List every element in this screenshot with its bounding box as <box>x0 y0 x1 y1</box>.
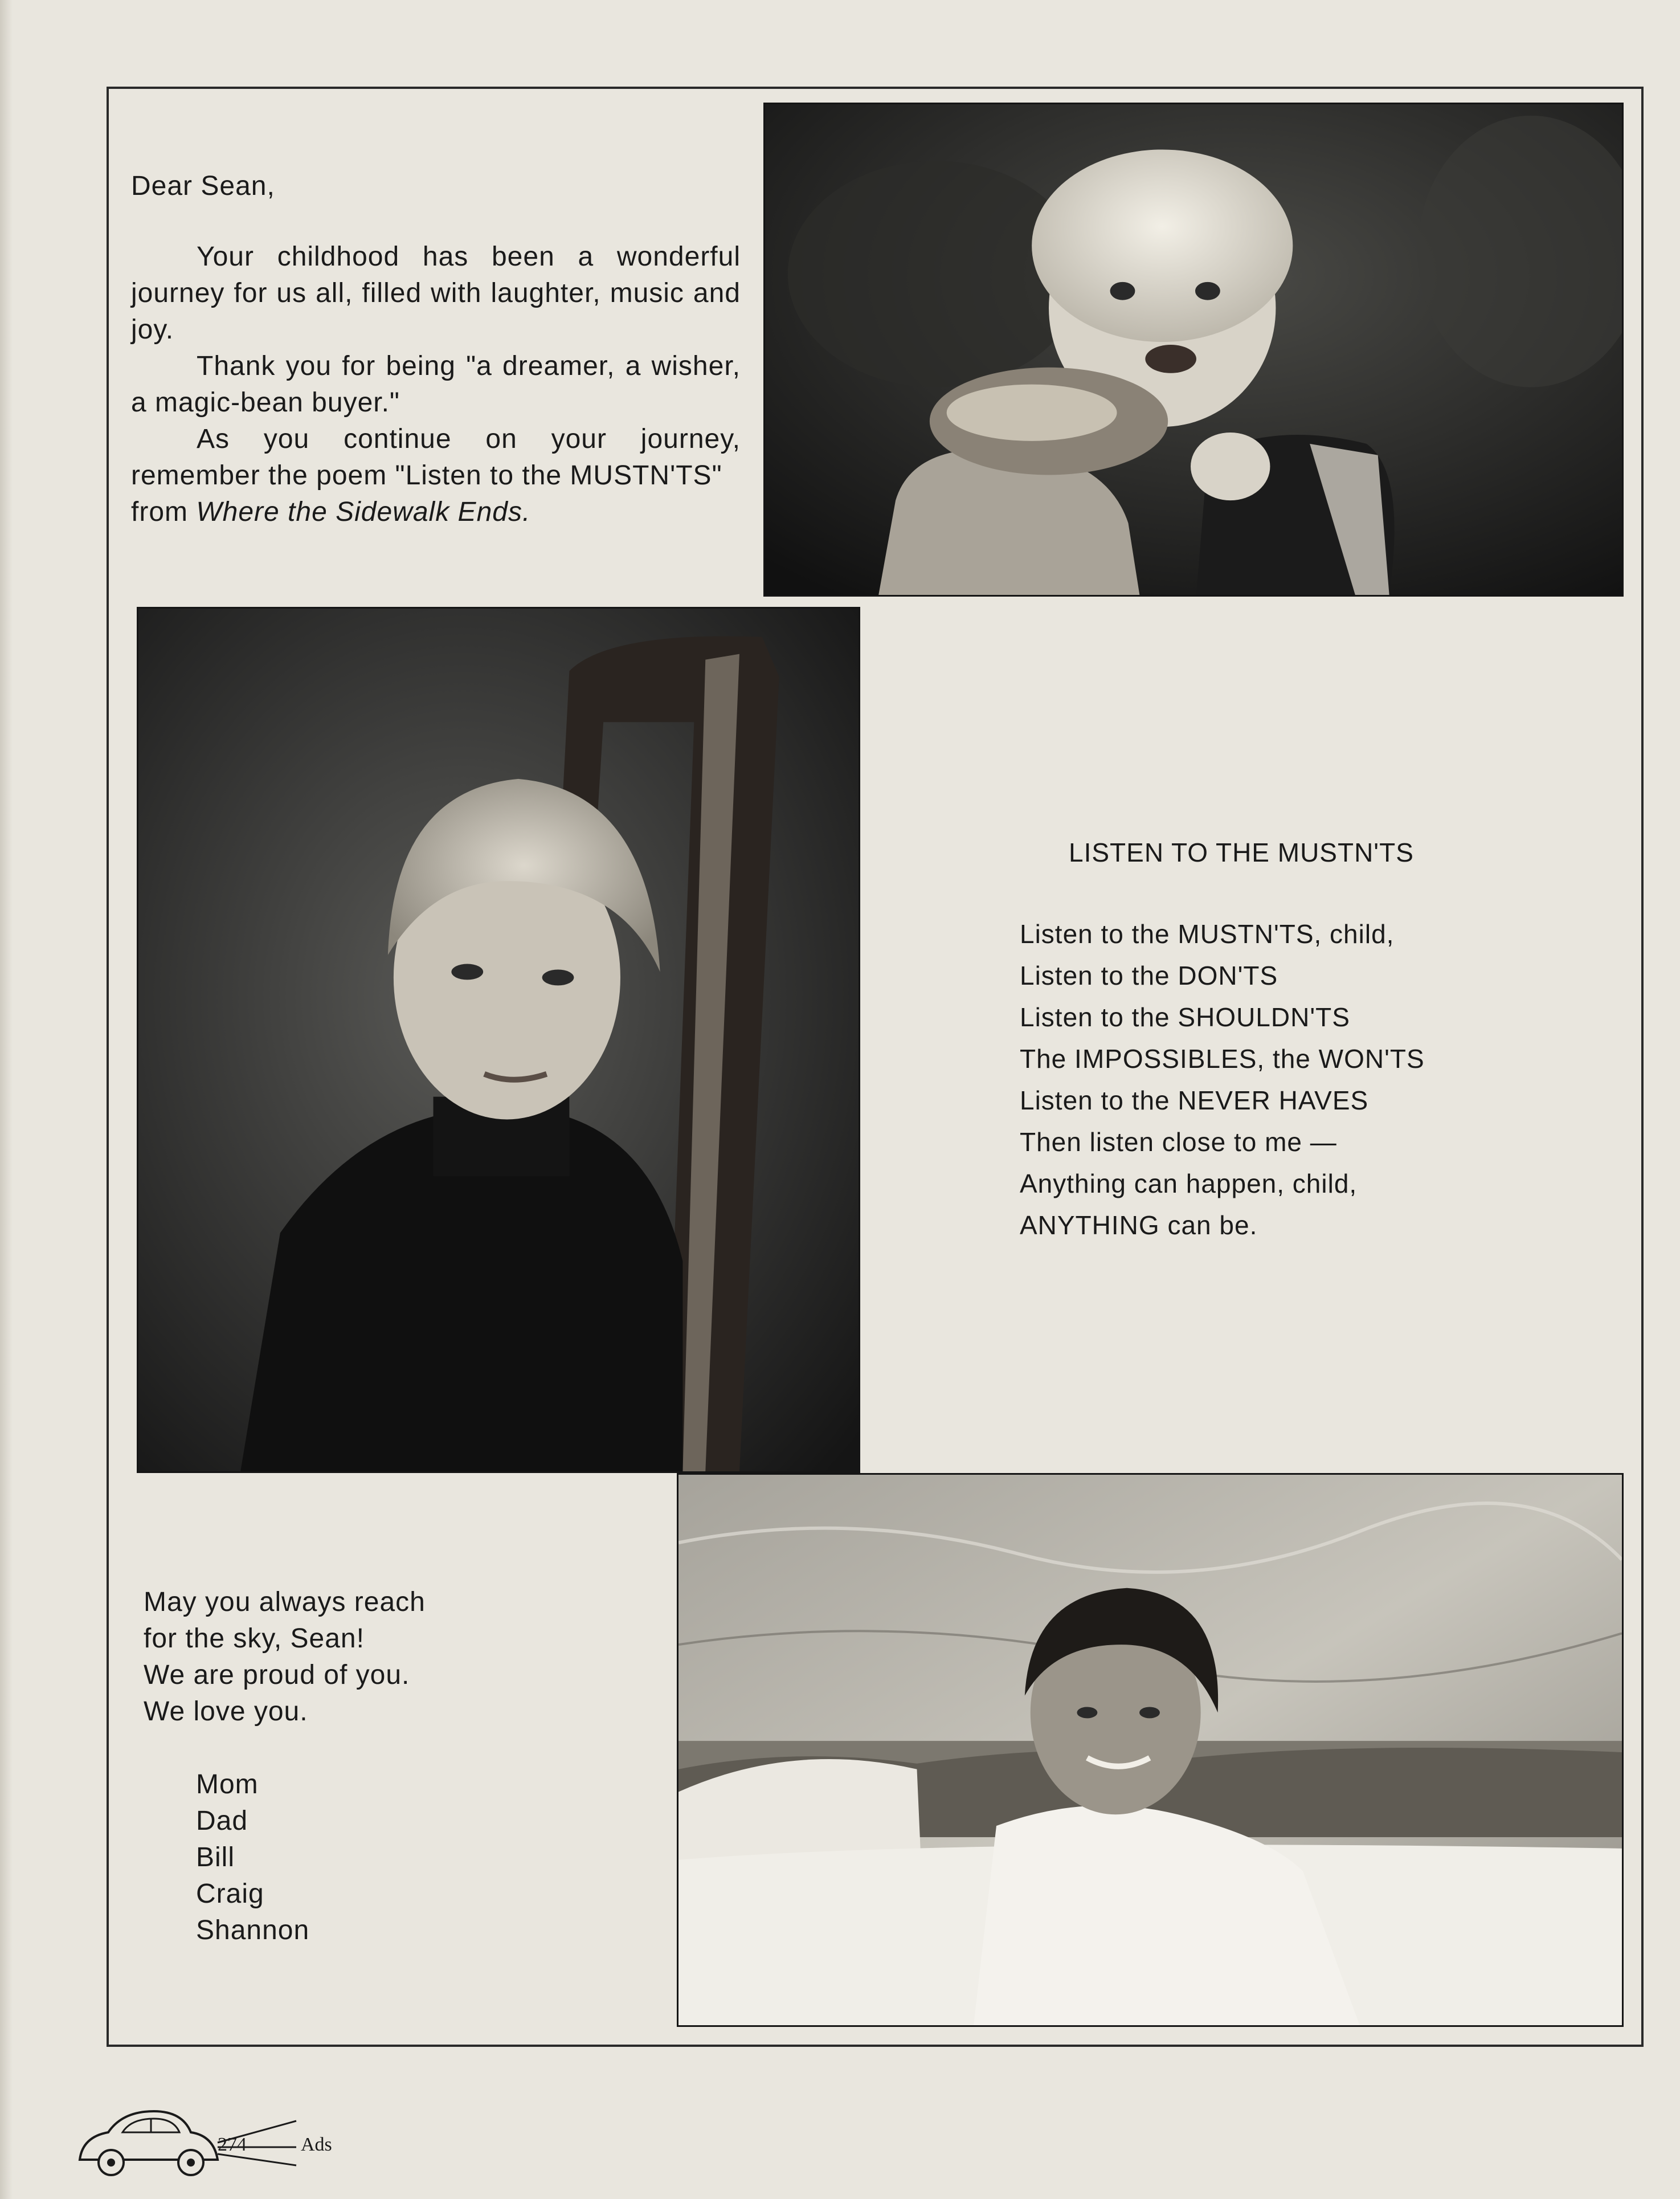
closing-line: for the sky, Sean! <box>144 1623 365 1654</box>
letter-salutation: Dear Sean, <box>131 171 275 201</box>
section-label: Ads <box>301 2134 332 2155</box>
closing-message <box>144 1584 485 1949</box>
poem-title: LISTEN TO THE MUSTN'TS <box>1069 838 1414 867</box>
letter-text <box>131 168 741 531</box>
letter-from: from <box>131 497 197 527</box>
closing-line: We love you. <box>144 1696 308 1727</box>
page-edge <box>0 0 13 2199</box>
poem-line: ANYTHING can be. <box>1020 1210 1258 1240</box>
portrait-photo <box>137 607 860 1473</box>
signature: Dad <box>196 1806 248 1836</box>
poem-line: Listen to the MUSTN'TS, child, <box>1020 919 1395 949</box>
poem-line: The IMPOSSIBLES, the WON'TS <box>1020 1044 1425 1074</box>
closing-line: We are proud of you. <box>144 1660 410 1690</box>
book-title: Where the Sidewalk Ends. <box>196 497 531 527</box>
poem <box>1020 832 1475 1246</box>
poem-line: Listen to the DON'TS <box>1020 961 1278 990</box>
signature: Mom <box>196 1769 259 1800</box>
letter-paragraph: As you continue on your journey, remember the poem "Listen to the MUSTN'TS" <box>131 424 741 491</box>
poem-line: Listen to the NEVER HAVES <box>1020 1086 1369 1115</box>
letter-source <box>131 494 741 531</box>
closing-line: May you always reach <box>144 1587 426 1617</box>
poem-line: Anything can happen, child, <box>1020 1169 1358 1198</box>
teen-photo <box>677 1473 1624 2027</box>
poem-line: Listen to the SHOULDN'TS <box>1020 1002 1350 1032</box>
toddler-photo <box>763 103 1624 597</box>
letter-paragraph: Your childhood has been a wonderful journey for us all, filled with laughter, music and joy. <box>131 242 741 345</box>
car-icon <box>68 2097 308 2182</box>
signature: Bill <box>196 1842 235 1872</box>
letter-paragraph: Thank you for being "a dreamer, a wisher, a magic-bean buyer." <box>131 351 741 418</box>
signature: Craig <box>196 1879 264 1909</box>
signature: Shannon <box>196 1915 310 1945</box>
poem-line: Then listen close to me — <box>1020 1127 1337 1157</box>
page-footer <box>68 2097 387 2182</box>
page-number: 274 <box>218 2134 247 2155</box>
